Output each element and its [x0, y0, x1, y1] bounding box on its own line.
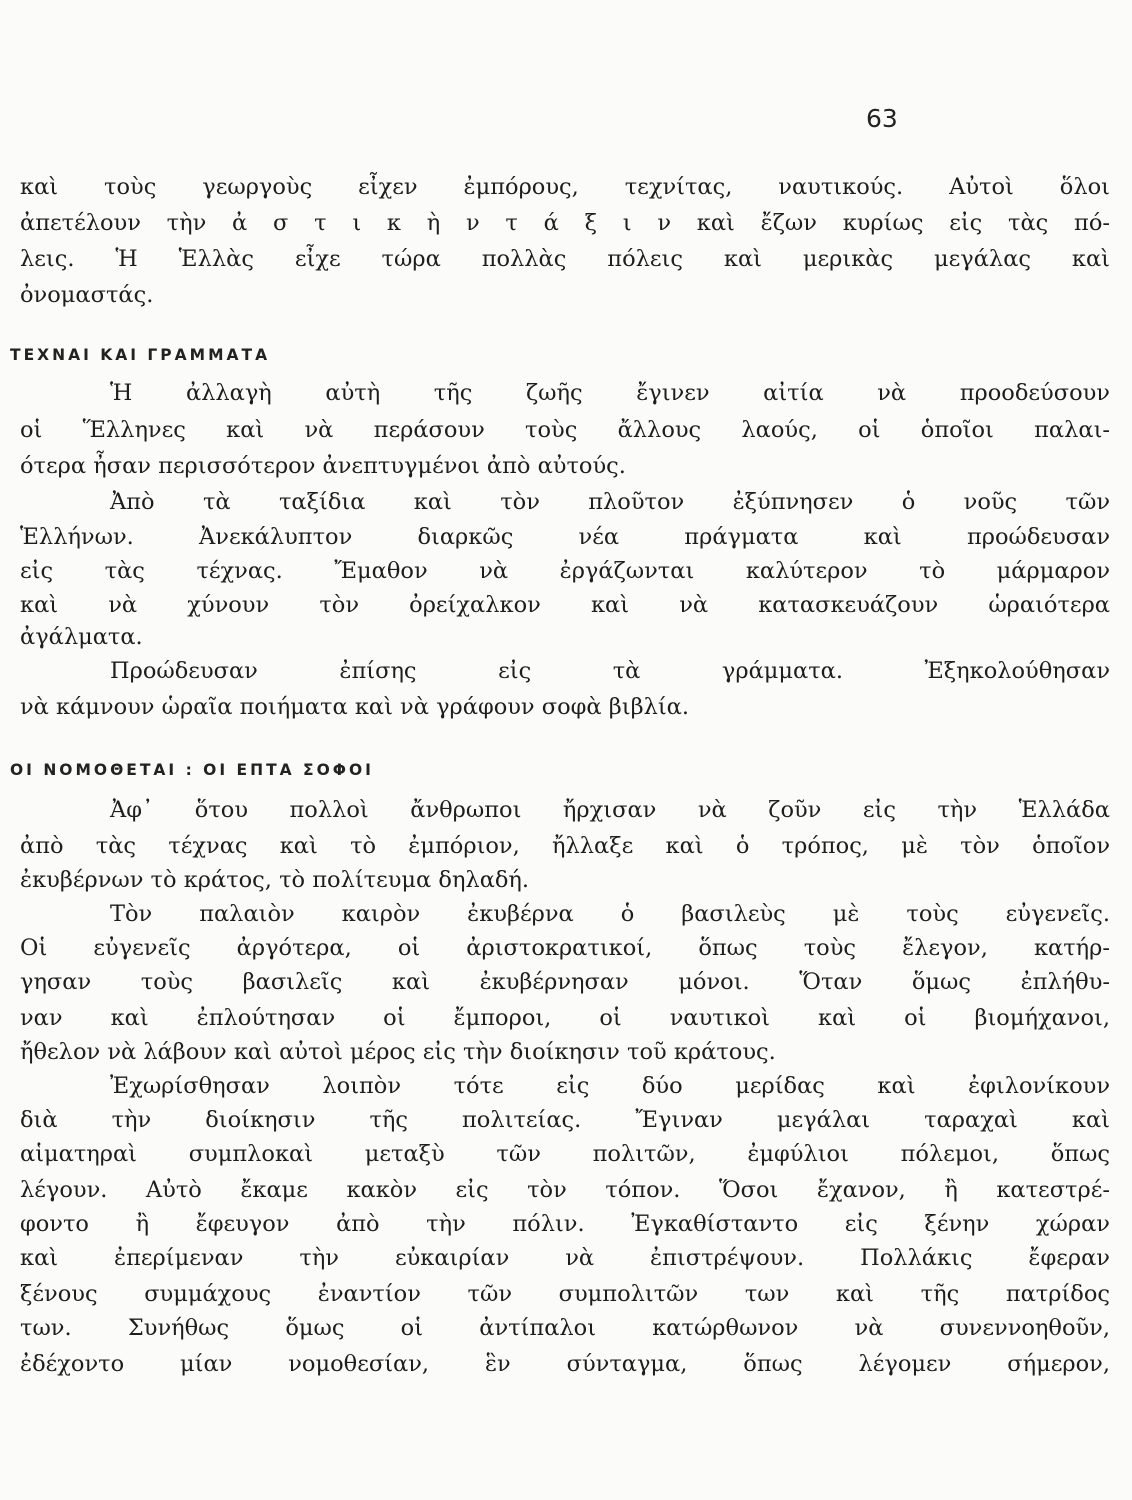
- text-line: Τὸν παλαιὸν καιρὸν ἐκυβέρνα ὁ βασιλεὺς μὲ τοὺς εὐγενεῖς.: [110, 901, 1110, 927]
- text-line: ότερα ἦσαν περισσότερον ἀνεπτυγμένοι ἀπὸ αὐτούς.: [20, 453, 626, 479]
- section-heading-arts: ΤΕΧΝΑΙ ΚΑΙ ΓΡΑΜΜΑΤΑ: [10, 346, 271, 364]
- text-line: ναν καὶ ἐπλούτησαν οἱ ἔμποροι, οἱ ναυτικοὶ καὶ οἱ βιομήχανοι,: [20, 1005, 1110, 1031]
- text-line: των. Συνήθως ὅμως οἱ ἀντίπαλοι κατώρθωνον νὰ συνεννοηθοῦν,: [20, 1315, 1110, 1341]
- text-line: καὶ ἐπερίμεναν τὴν εὐκαιρίαν νὰ ἐπιστρέψουν. Πολλάκις ἔφεραν: [20, 1245, 1110, 1271]
- text-line: Ἀπὸ τὰ ταξίδια καὶ τὸν πλοῦτον ἐξύπνησεν ὁ νοῦς τῶν: [110, 489, 1110, 515]
- text-line: Οἱ εὐγενεῖς ἀργότερα, οἱ ἀριστοκρατικοί, ὅπως τοὺς ἔλεγον, κατήρ-: [20, 935, 1110, 961]
- text-line: καὶ νὰ χύνουν τὸν ὀρείχαλκον καὶ νὰ κατασκευάζουν ὡραιότερα: [20, 592, 1110, 618]
- text-line: διὰ τὴν διοίκησιν τῆς πολιτείας. Ἔγιναν μεγάλαι ταραχαὶ καὶ: [20, 1107, 1110, 1133]
- text-line: ἐκυβέρνων τὸ κράτος, τὸ πολίτευμα δηλαδή.: [20, 867, 530, 893]
- text-line: ὀνομαστάς.: [20, 282, 154, 308]
- text-line: ἐδέχοντο μίαν νομοθεσίαν, ἓν σύνταγμα, ὅπως λέγομεν σήμερον,: [20, 1351, 1110, 1377]
- text-line: ἤθελον νὰ λάβουν καὶ αὐτοὶ μέρος εἰς τὴν διοίκησιν τοῦ κράτους.: [20, 1039, 776, 1065]
- text-line: ξένους συμμάχους ἐναντίον τῶν συμπολιτῶν των καὶ τῆς πατρίδος: [20, 1281, 1110, 1307]
- section-heading-lawgivers: ΟΙ ΝΟΜΟΘΕΤΑΙ : ΟΙ ΕΠΤΑ ΣΟΦΟΙ: [10, 761, 374, 779]
- text-line: φοντο ἢ ἔφευγον ἀπὸ τὴν πόλιν. Ἐγκαθίσταντο εἰς ξένην χώραν: [20, 1211, 1110, 1237]
- text-line: Ἐχωρίσθησαν λοιπὸν τότε εἰς δύο μερίδας καὶ ἐφιλονίκουν: [110, 1073, 1110, 1099]
- text-line: καὶ τοὺς γεωργοὺς εἶχεν ἐμπόρους, τεχνίτας, ναυτικούς. Αὐτοὶ ὅλοι: [20, 174, 1110, 200]
- text-line: αἱματηραὶ συμπλοκαὶ μεταξὺ τῶν πολιτῶν, ἐμφύλιοι πόλεμοι, ὅπως: [20, 1141, 1110, 1167]
- text-line: λέγουν. Αὐτὸ ἔκαμε κακὸν εἰς τὸν τόπον. Ὅσοι ἔχανον, ἢ κατεστρέ-: [20, 1177, 1110, 1203]
- text-line: Προώδευσαν ἐπίσης εἰς τὰ γράμματα. Ἐξηκολούθησαν: [110, 658, 1110, 684]
- text-line: ἀπετέλουν τὴν ἀ σ τ ι κ ὴ ν τ ά ξ ι ν καὶ ἔζων κυρίως εἰς τὰς πό-: [20, 210, 1110, 236]
- text-line: ἀγάλματα.: [20, 624, 143, 650]
- text-line: Ἀφ᾽ ὅτου πολλοὶ ἄνθρωποι ἤρχισαν νὰ ζοῦν εἰς τὴν Ἑλλάδα: [110, 797, 1110, 823]
- page-number: 63: [866, 104, 898, 133]
- text-line: Ἑλλήνων. Ἀνεκάλυπτον διαρκῶς νέα πράγματα καὶ προώδευσαν: [20, 524, 1110, 550]
- text-line: Ἡ ἀλλαγὴ αὐτὴ τῆς ζωῆς ἔγινεν αἰτία νὰ προοδεύσουν: [110, 380, 1110, 406]
- text-line: ἀπὸ τὰς τέχνας καὶ τὸ ἐμπόριον, ἤλλαξε καὶ ὁ τρόπος, μὲ τὸν ὁποῖον: [20, 833, 1110, 859]
- text-line: εἰς τὰς τέχνας. Ἔμαθον νὰ ἐργάζωνται καλύτερον τὸ μάρμαρον: [20, 558, 1110, 584]
- text-line: γησαν τοὺς βασιλεῖς καὶ ἐκυβέρνησαν μόνοι. Ὅταν ὅμως ἐπλήθυ-: [20, 969, 1110, 995]
- text-line: λεις. Ἡ Ἑλλὰς εἶχε τώρα πολλὰς πόλεις καὶ μερικὰς μεγάλας καὶ: [20, 246, 1110, 272]
- text-line: νὰ κάμνουν ὡραῖα ποιήματα καὶ νὰ γράφουν σοφὰ βιβλία.: [20, 694, 690, 720]
- text-line: οἱ Ἕλληνες καὶ νὰ περάσουν τοὺς ἄλλους λαούς, οἱ ὁποῖοι παλαι-: [20, 417, 1110, 443]
